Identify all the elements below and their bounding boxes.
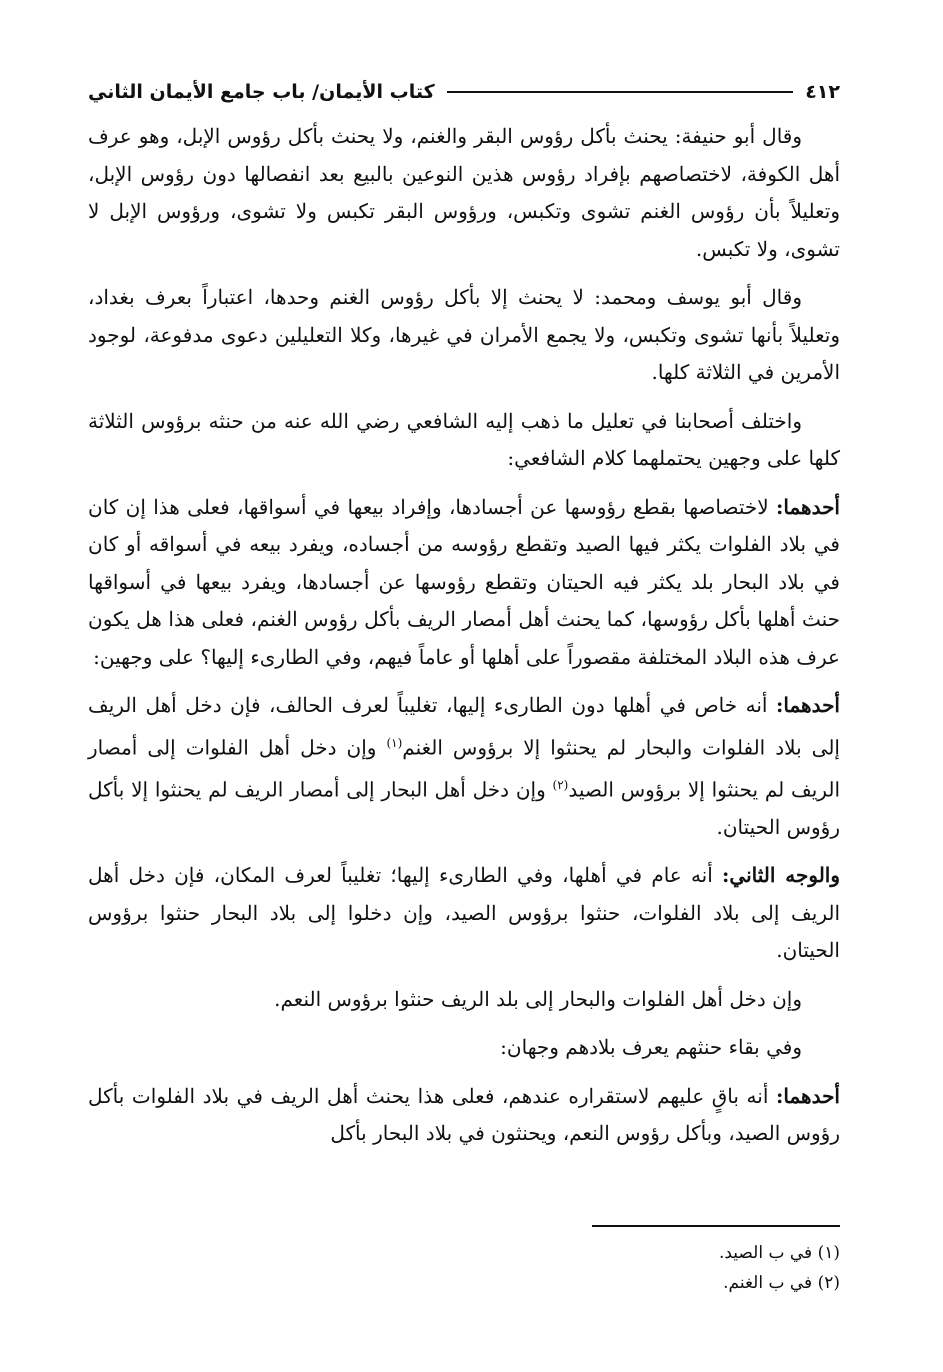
paragraph-text: وقال أبو يوسف ومحمد: لا يحنث إلا بأكل رؤوس الغنم وحدها، اعتباراً بعرف بغداد، وتعليلاً بأنها تشوى وتكبس، ولا يجمع الأمران في غيرها، وكلا التعليلين دعوى مدفوعة، لوجود الأمرين في الثلاثة كلها. xyxy=(88,285,840,384)
paragraph-lead: أحدهما: xyxy=(775,1083,840,1108)
paragraph-lead: والوجه الثاني: xyxy=(722,863,841,888)
paragraph xyxy=(88,279,840,392)
paragraph-text: أنه باقٍ عليهم لاستقراره عندهم، فعلى هذا يحنث أهل الريف في بلاد الفلوات بأكل رؤوس الصيد، وبأكل رؤوس النعم، ويحنثون في بلاد البحار بأكل xyxy=(88,1083,840,1146)
paragraph-text: لاختصاصها بقطع رؤوسها عن أجسادها، وإفراد بيعها في أسواقها، فعلى هذا إن كان في بلاد الفلوات يكثر فيها الصيد وتقطع رؤوسه من أجساده، ويفرد بيعه في أسواقه أو كان في بلاد البحار بلد يكثر فيه الحيتان وتقطع رؤوسها عن أجسادها، ويفرد بيعها في أسواقها حنث أهلها بأكل رؤوسها، كما يحنث أهل أمصار الريف بأكل رؤوس الغنم، فعلى هذا هل يكون عرف هذه البلاد المختلفة مقصوراً على أهلها أو عاماً فيهم، وفي الطارىء إليها؟ على وجهين: xyxy=(88,494,840,669)
paragraph-text: واختلف أصحابنا في تعليل ما ذهب إليه الشافعي رضي الله عنه من حنثه برؤوس الثلاثة كلها على وجهين يحتملهما كلام الشافعي: xyxy=(88,408,840,470)
paragraph-lead: أحدهما: xyxy=(775,693,840,717)
paragraph-text: وفي بقاء حنثهم يعرف بلادهم وجهان: xyxy=(500,1035,802,1060)
paragraph xyxy=(88,1029,840,1067)
paragraph xyxy=(88,403,840,478)
paragraph xyxy=(88,118,840,268)
paragraph xyxy=(88,489,840,677)
paragraph-text: وإن دخل أهل الفلوات إلى أمصار الريف لم يحنثوا إلا برؤوس الصيد xyxy=(88,735,840,802)
page-number: ٤١٢ xyxy=(805,81,840,103)
footnote-ref: (٢) xyxy=(552,777,569,792)
paragraph-text: أنه عام في أهلها، وفي الطارىء إليها؛ تغليباً لعرف المكان، فإن دخل أهل الريف إلى بلاد الفلوات، حنثوا برؤوس الصيد، وإن دخلوا إلى بلاد البحار حنثوا برؤوس الحيتان. xyxy=(88,863,840,963)
footnote-ref: (١) xyxy=(386,735,403,750)
paragraph-text: وإن دخل أهل البحار إلى أمصار الريف لم يحنثوا إلا بأكل رؤوس الحيتان. xyxy=(88,777,840,839)
paragraph-text: أنه خاص في أهلها دون الطارىء إليها، تغليباً لعرف الحالف، فإن دخل أهل الريف إلى بلاد الفلوات والبحار لم يحنثوا إلا برؤوس الغنم xyxy=(88,693,840,760)
paragraph-lead: أحدهما: xyxy=(775,494,840,519)
page-header xyxy=(88,72,840,112)
header-rule xyxy=(447,91,794,93)
paragraph xyxy=(88,981,840,1019)
paragraph xyxy=(88,1078,840,1153)
paragraph xyxy=(88,857,840,970)
running-title: كتاب الأيمان/ باب جامع الأيمان الثاني xyxy=(88,81,435,103)
paragraph xyxy=(88,687,840,846)
footnote-rule xyxy=(592,1225,840,1227)
footnote: (١) في ب الصيد. xyxy=(718,1243,840,1263)
paragraph-text: وإن دخل أهل الفلوات والبحار إلى بلد الريف حنثوا برؤوس النعم. xyxy=(274,986,802,1011)
footnote: (٢) في ب الغنم. xyxy=(723,1273,840,1293)
paragraph-text: وقال أبو حنيفة: يحنث بأكل رؤوس البقر والغنم، ولا يحنث بأكل رؤوس الإبل، وهو عرف أهل الكوفة، لاختصاصهم بإفراد رؤوس هذين النوعين بالبيع بعد انفصالها دون رؤوس الإبل، وتعليلاً بأن رؤوس الغنم تشوى وتكبس، ورؤوس البقر تكبس ولا تشوى، ورؤوس الإبل لا تشوى، ولا تكبس. xyxy=(88,124,840,261)
main-text xyxy=(88,118,840,1164)
footnotes xyxy=(88,1238,840,1298)
